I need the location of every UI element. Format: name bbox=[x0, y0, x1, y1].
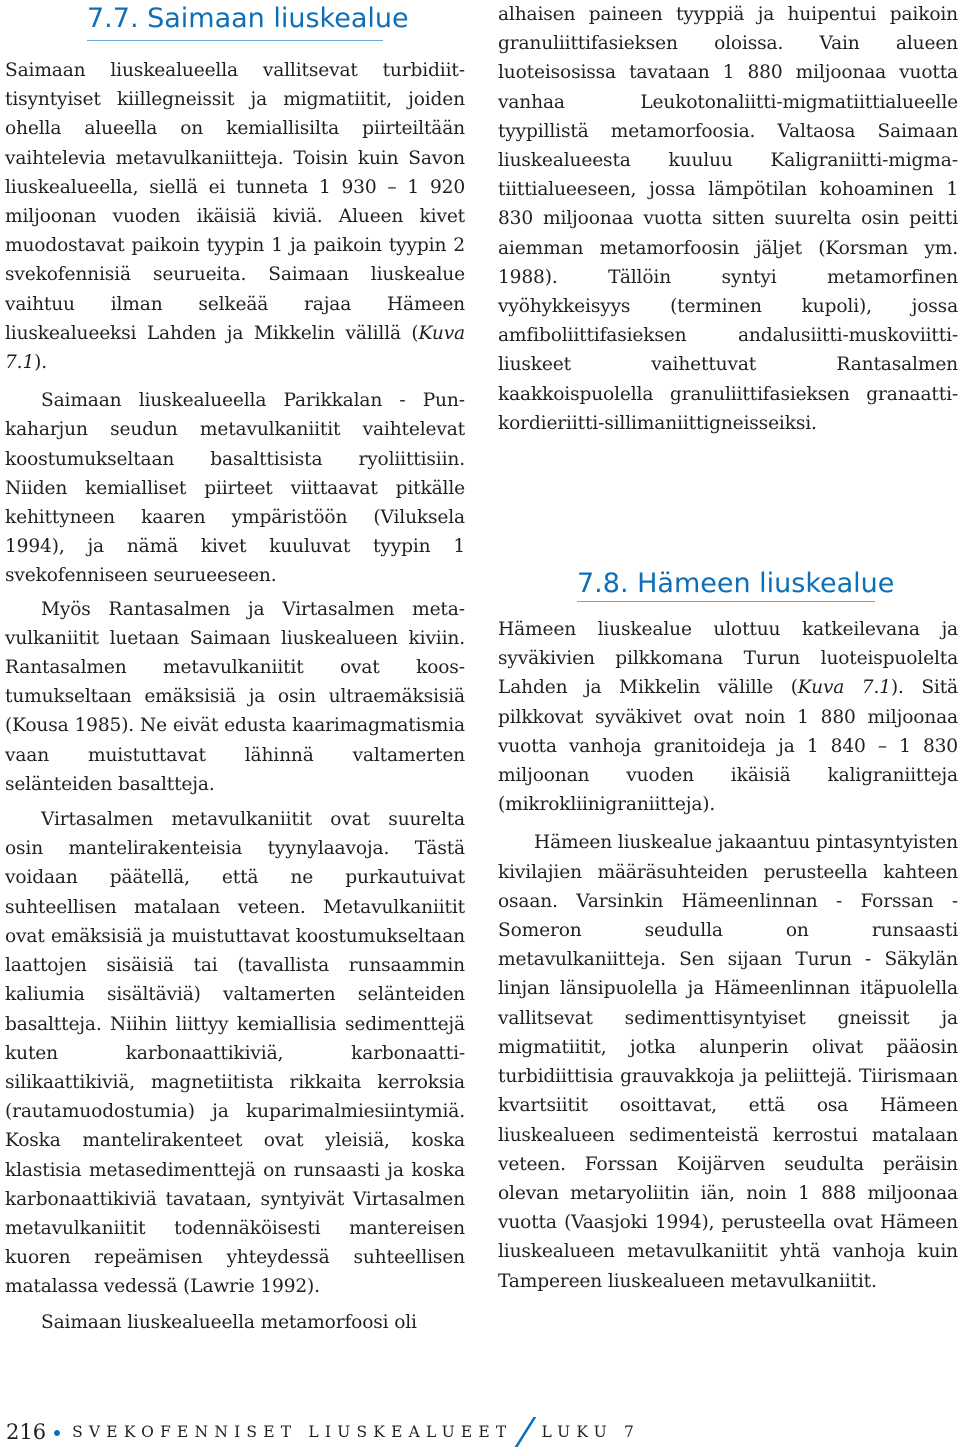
paragraph: Saimaan liuskealueella Parikkalan - Punkaharjun seudun metavulkaniitit vaihtelevat koostumukseltaan basalttisista ryoliittisiin. Niiden kemialliset piirteet viittaavat pitkälle kehittyneen kaaren ympäristöön (Viluksela 1994), ja nämä kivet kuuluvat tyypin 1 svekofenniseen seurueeseen. bbox=[5, 390, 465, 587]
page-number: 216 bbox=[6, 1420, 47, 1444]
right-column bbox=[498, 0, 958, 1296]
chapter-label: LUKU 7 bbox=[541, 1423, 641, 1441]
figure-reference: Kuva 7.1 bbox=[797, 677, 891, 699]
paragraph-text-end: ). bbox=[34, 352, 47, 374]
paragraph: alhaisen paineen tyyppiä ja huipentui paikoin granuliittifasieksen oloissa. Vain alueen luoteisosissa tavataan 1 880 miljoonaa vuotta vanhaa Leukotonaliitti-migmatiittialueelle tyypillistä metamorfoosia. Valtaosa Saimaan liuskealueesta kuuluu Kaligraniitti-migmatiittialueeseen, jossa lämpötilan kohoaminen 1 830 miljoonaa vuotta sitten suurelta osin peitti aiemman metamorfoosin jäljet (Korsman ym. 1988). Tällöin syntyi metamorfinen vyöhykkeisyys (terminen kupoli), jossa amfiboliittifasieksen andalusiitti-muskoviitti-liuskeet vaihettuvat Rantasalmen kaakkoispuolella granuliittifasieksen granaatti-kordieriitti-sillimaniittigneisseiksi. bbox=[498, 4, 958, 434]
left-column bbox=[5, 0, 465, 1337]
bullet-dot-icon bbox=[54, 1430, 60, 1436]
paragraph-text: Saimaan liuskealueella vallitsevat turbidiittisyntyiset kiillegneissit ja migmatiitit, joiden ohella alueella on kemiallisilta piirteiltään vaihtelevia metavulkaniitteja. Toisin kuin Savon liuskealueella, siellä ei tunneta 1 930 – 1 920 miljoonan vuoden ikäisiä kiviä. Alueen kivet muodostavat paikoin tyypin 1 ja paikoin tyypin 2 svekofennisiä seurueita. Saimaan liuskealue vaihtuu ilman selkeää rajaa Hämeen liuskealueeksi Lahden ja Mikkelin välillä ( bbox=[5, 60, 465, 344]
slash-divider-icon bbox=[515, 1417, 537, 1447]
paragraph bbox=[5, 56, 465, 377]
section-heading-7-8: 7.8. Hämeen liuskealue bbox=[577, 568, 895, 600]
running-title: SVEKOFENNISET LIUSKEALUEET bbox=[72, 1423, 513, 1441]
paragraph: Myös Rantasalmen ja Virtasalmen metavulkaniitit luetaan Saimaan liuskealueen kiviin. Rantasalmen metavulkaniitit ovat koostumukseltaan emäksisiä ja osin ultraemäksisiä (Kousa 1985). Ne eivät edusta kaarimagmatismia vaan muistuttavat lähinnä valtamerten selänteiden basaltteja. bbox=[5, 598, 465, 795]
heading-underline bbox=[577, 601, 875, 602]
paragraph-text-end: ). Sitä pilkkovat syväkivet ovat noin 1 880 miljoonaa vuotta vanhoja granitoideja ja 1 840 – 1 830 miljoonan vuoden ikäisiä kaligraniitteja (mikrokliinigraniitteja). bbox=[498, 677, 958, 816]
paragraph-text: Hämeen liuskealue ulottuu katkeilevana ja syväkivien pilkkomana Turun luoteispuolelta Lahden ja Mikkelin välille ( bbox=[498, 619, 958, 699]
paragraph: Saimaan liuskealueella metamorfoosi oli bbox=[41, 1311, 417, 1333]
paragraph bbox=[498, 615, 958, 819]
figure-reference: Kuva 7.1 bbox=[5, 322, 465, 374]
paragraph: Virtasalmen metavulkaniitit ovat suurelta osin mantelirakenteisia tyynylaavoja. Tästä voidaan päätellä, että ne purkautuivat suhteellisen matalaan veteen. Metavulkaniitit ovat emäksisiä ja muistuttavat koostumukseltaan laattojen sisäisiä tai (tavallista runsaammin kaliumia sisältäviä) valtamerten selänteiden basaltteja. Niihin liittyy kemiallisia sedimenttejä kuten karbonaattikiviä, karbonaatti-silikaattikiviä, magnetiitista rikkaita kerroksia (rautamuodostumia) ja kuparimalmiesiintymiä. Koska mantelirakenteet ovat yleisiä, koska klastisia metasedimenttejä on runsaasti ja koska karbonaattikiviä tavataan, syntyivät Virtasalmen metavulkaniitit todennäköisesti mantereisen kuoren repeämisen yhteydessä suhteellisen matalassa vedessä (Lawrie 1992). bbox=[5, 809, 465, 1298]
section-heading-7-7: 7.7. Saimaan liuskealue bbox=[87, 3, 409, 34]
heading-underline bbox=[87, 40, 383, 41]
page-footer bbox=[6, 1414, 906, 1450]
paragraph: Hämeen liuskealue jakaantuu pintasyntyisten kivilajien määräsuhteiden perusteella kahteen osaan. Varsinkin Hämeenlinnan - Forssan - Someron seudulla on runsaasti metavulkaniitteja. Sen sijaan Turun - Säkylän linjan länsipuolella ja Hämeenlinnan itäpuolella vallitsevat sedimenttisyntyiset gneissit ja migmatiitit, jotka alunperin olivat pääosin turbidiittisia grauvakkoja ja peliittejä. Tiirismaan kvartsiitit osoittavat, että osa Hämeen liuskealueen sedimenteistä kerrostui matalaan veteen. Forssan Koijärven seudulta peräisin olevan metaryoliitin iän, noin 1 888 miljoonaa vuotta (Vaasjoki 1994), perusteella ovat Hämeen liuskealueen metavulkaniitit yhtä vanhoja kuin Tampereen liuskealueen metavulkaniitit. bbox=[498, 832, 958, 1292]
